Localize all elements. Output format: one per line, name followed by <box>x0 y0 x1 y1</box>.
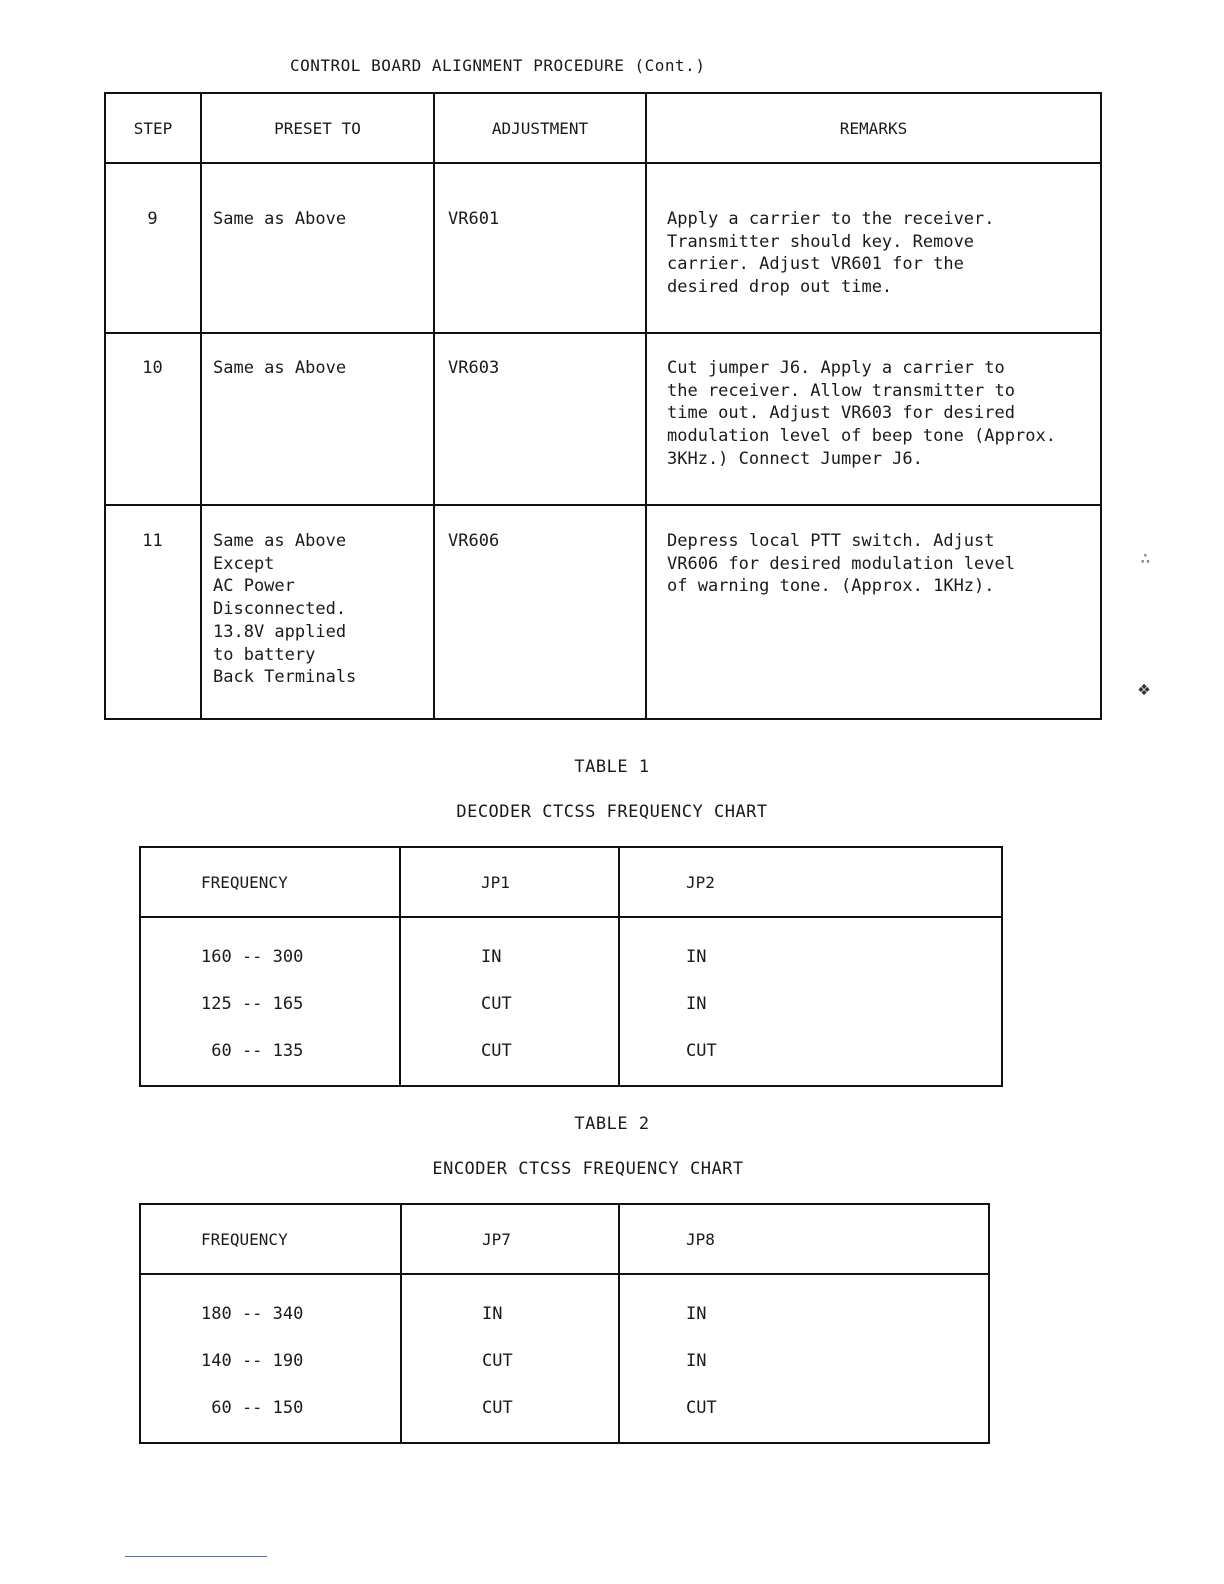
scan-speck-icon: ∴ <box>1140 548 1151 569</box>
header-jp2: JP2 <box>619 847 1002 917</box>
scan-mark-icon: ❖ <box>1138 676 1151 700</box>
frequency-cell: 180 -- 340 <box>140 1274 401 1337</box>
step-number: 9 <box>105 163 201 333</box>
jumper-cell: IN <box>619 917 1002 980</box>
remarks-cell: Cut jumper J6. Apply a carrier to the receiver. Allow transmitter to time out. Adjust VR603 for desired modulation level of beep tone (Approx. 3KHz.) Connect Jumper J6. <box>646 333 1101 505</box>
jumper-cell: IN <box>619 980 1002 1027</box>
header-jp7: JP7 <box>401 1204 619 1274</box>
jumper-cell: CUT <box>401 1337 619 1384</box>
preset-cell: Same as Above Except AC Power Disconnected. 13.8V applied to battery Back Terminals <box>201 505 434 719</box>
frequency-cell: 140 -- 190 <box>140 1337 401 1384</box>
jumper-cell: IN <box>619 1274 989 1337</box>
adjustment-cell: VR606 <box>434 505 646 719</box>
remarks-cell: Depress local PTT switch. Adjust VR606 for desired modulation level of warning tone. (Approx. 1KHz). <box>646 505 1101 719</box>
table-row <box>140 1384 989 1443</box>
jumper-cell: CUT <box>400 980 619 1027</box>
header-remarks: REMARKS <box>646 93 1101 163</box>
table2-title: ENCODER CTCSS FREQUENCY CHART <box>432 1159 744 1179</box>
table-header-row <box>105 93 1101 163</box>
jumper-cell: CUT <box>619 1384 989 1443</box>
table2-label: TABLE 2 <box>574 1114 650 1134</box>
table-row <box>105 505 1101 719</box>
adjustment-cell: VR601 <box>434 163 646 333</box>
table-row <box>105 333 1101 505</box>
jumper-cell: IN <box>401 1274 619 1337</box>
jumper-cell: CUT <box>401 1384 619 1443</box>
table-row <box>140 1274 989 1337</box>
table-header-row <box>140 1204 989 1274</box>
frequency-cell: 60 -- 135 <box>140 1027 400 1086</box>
table-row <box>140 980 1002 1027</box>
header-frequency: FREQUENCY <box>140 847 400 917</box>
jumper-cell: IN <box>400 917 619 980</box>
step-number: 10 <box>105 333 201 505</box>
alignment-procedure-table <box>104 92 1102 720</box>
jumper-cell: CUT <box>619 1027 1002 1086</box>
decoder-frequency-table <box>139 846 1003 1087</box>
page-title: CONTROL BOARD ALIGNMENT PROCEDURE (Cont.) <box>290 56 706 75</box>
preset-cell: Same as Above <box>201 163 434 333</box>
header-jp1: JP1 <box>400 847 619 917</box>
header-preset-to: PRESET TO <box>201 93 434 163</box>
table1-title: DECODER CTCSS FREQUENCY CHART <box>456 802 768 822</box>
table-row <box>140 1027 1002 1086</box>
header-frequency: FREQUENCY <box>140 1204 401 1274</box>
divider <box>125 1556 267 1557</box>
adjustment-cell: VR603 <box>434 333 646 505</box>
frequency-cell: 60 -- 150 <box>140 1384 401 1443</box>
step-number: 11 <box>105 505 201 719</box>
remarks-cell: Apply a carrier to the receiver. Transmitter should key. Remove carrier. Adjust VR601 for the desired drop out time. <box>646 163 1101 333</box>
jumper-cell: CUT <box>400 1027 619 1086</box>
header-adjustment: ADJUSTMENT <box>434 93 646 163</box>
encoder-frequency-table <box>139 1203 990 1444</box>
frequency-cell: 125 -- 165 <box>140 980 400 1027</box>
jumper-cell: IN <box>619 1337 989 1384</box>
table-header-row <box>140 847 1002 917</box>
table-row <box>140 917 1002 980</box>
preset-cell: Same as Above <box>201 333 434 505</box>
table-row <box>140 1337 989 1384</box>
frequency-cell: 160 -- 300 <box>140 917 400 980</box>
table1-label: TABLE 1 <box>574 757 650 777</box>
header-jp8: JP8 <box>619 1204 989 1274</box>
table-row <box>105 163 1101 333</box>
header-step: STEP <box>105 93 201 163</box>
